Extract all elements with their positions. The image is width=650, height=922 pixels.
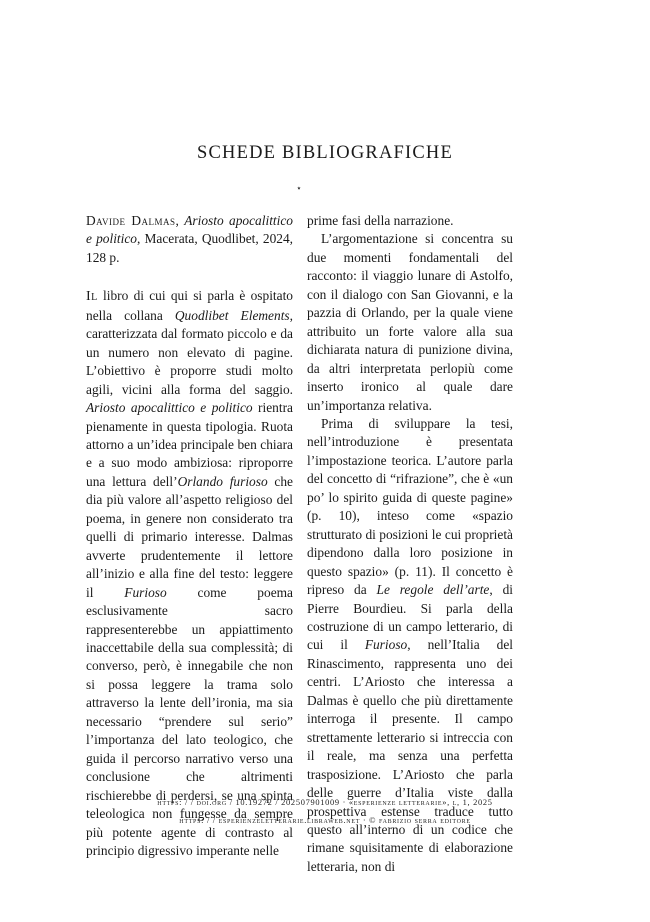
review-paragraph-3 (307, 415, 513, 876)
star-separator: ⋆ (296, 183, 302, 193)
italic-run: Furioso (124, 584, 167, 600)
text-run: rientra pienamente in questa tipologia. Ruota attorno a un’idea principale ben chiara e a suo modo ambiziosa: riproporre una lettura dell’ (86, 400, 293, 489)
entry-title: Ariosto apocalittico e politico (86, 213, 293, 247)
section-title: SCHEDE BIBLIOGRAFICHE (197, 143, 453, 163)
entry-sep: , (175, 213, 179, 228)
drop-word: Il (86, 289, 98, 305)
right-column (307, 212, 513, 876)
text-run: che dia più valore all’aspetto religioso del poema, in genere non considerato tra quelli di primario interesse. Dalmas avverte prudentemente il lettore all’inizio e alla fine del testo: leggere il (86, 473, 293, 600)
review-paragraph-2: L’argomentazione si concentra su due momenti fondamentali del racconto: il viaggio lunare di Astolfo, con il dialogo con San Giovanni, e la pazzia di Orlando, per la quale viene attribuito un forte valore alla sua dichiarata natura di punizione divina, da altri interpretata perlopiù come inserto ironico al quale dare un’importanza relativa. (307, 231, 513, 413)
doi-footer: https: / / doi.org / 10.19272 / 202507901009 · «esperienze letterarie», l, 1, 2025 (157, 798, 493, 807)
text-run: Prima di sviluppare la tesi, nell’introduzione è presentata l’impostazione teorica. L’autore parla del concetto di “rifrazione”, che è «un po’ lo spirito guida di queste pagine» (p. 10), inteso come «spazio strutturato di posizioni le cui proprietà dipendono dalla loro posizione in questo spazio» (p. 11). Il concetto è ripreso da (307, 415, 513, 598)
italic-run: Orlando furioso (177, 473, 268, 489)
entry-author: Davide Dalmas (86, 213, 176, 228)
italic-run: Quodlibet Elements (174, 307, 290, 323)
italic-run: Le regole dell’arte (376, 582, 490, 598)
left-column (86, 212, 293, 860)
review-paragraph-1 (86, 287, 293, 860)
bibliographic-entry (86, 212, 293, 267)
text-run: , nell’Italia del Rinascimento, rappresenta uno dei centri. L’Ariosto che interessa a Dalmas è quello che più direttamente interroga il presente. Il campo strettamente letterario si intreccia con il reale, ma senza una perfetta trasposizione. L’Ariosto che parla delle guerre d’Italia viste dalla prospettiva estense traduce tutto questo all’interno di un codice che rimane squisitamente di elaborazione letteraria, non di (307, 637, 513, 874)
review-paragraph-continued: prime fasi della narrazione. (307, 213, 454, 228)
entry-details: , Macerata, Quodlibet, 2024, 128 p. (86, 231, 294, 265)
publisher-footer: https: / / esperienzeletterarie.libraweb.net · © fabrizio serra editore (179, 816, 471, 825)
text-run: , di Pierre Bourdieu. Si parla della costruzione di un campo letterario, di cui il (307, 582, 513, 653)
text-run: come poema esclusivamente sacro rappresenterebbe un appiattimento inaccettabile della sua complessità; di converso, però, è innegabile che non si possa leggere la trama solo attraverso la lente dell’ironia, ma sia necessario “prendere sul serio” l’importanza del lato teologico, che guida il percorso narrativo verso una conclusione che altrimenti rischierebbe di perdersi, se una spinta teleologica non fungesse da sempre più potente agente di contrasto al principio digressivo imperante nelle (86, 584, 294, 858)
italic-run: Ariosto apocalittico e politico (86, 400, 253, 416)
text-run: libro di cui qui si parla è ospitato nella collana (86, 288, 293, 323)
italic-run: Furioso (364, 637, 408, 653)
text-run: , caratterizzata dal formato piccolo e da un numero non elevato di pagine. L’obiettivo è proporre studi molto agili, vicini alla forma del saggio. (86, 307, 293, 397)
